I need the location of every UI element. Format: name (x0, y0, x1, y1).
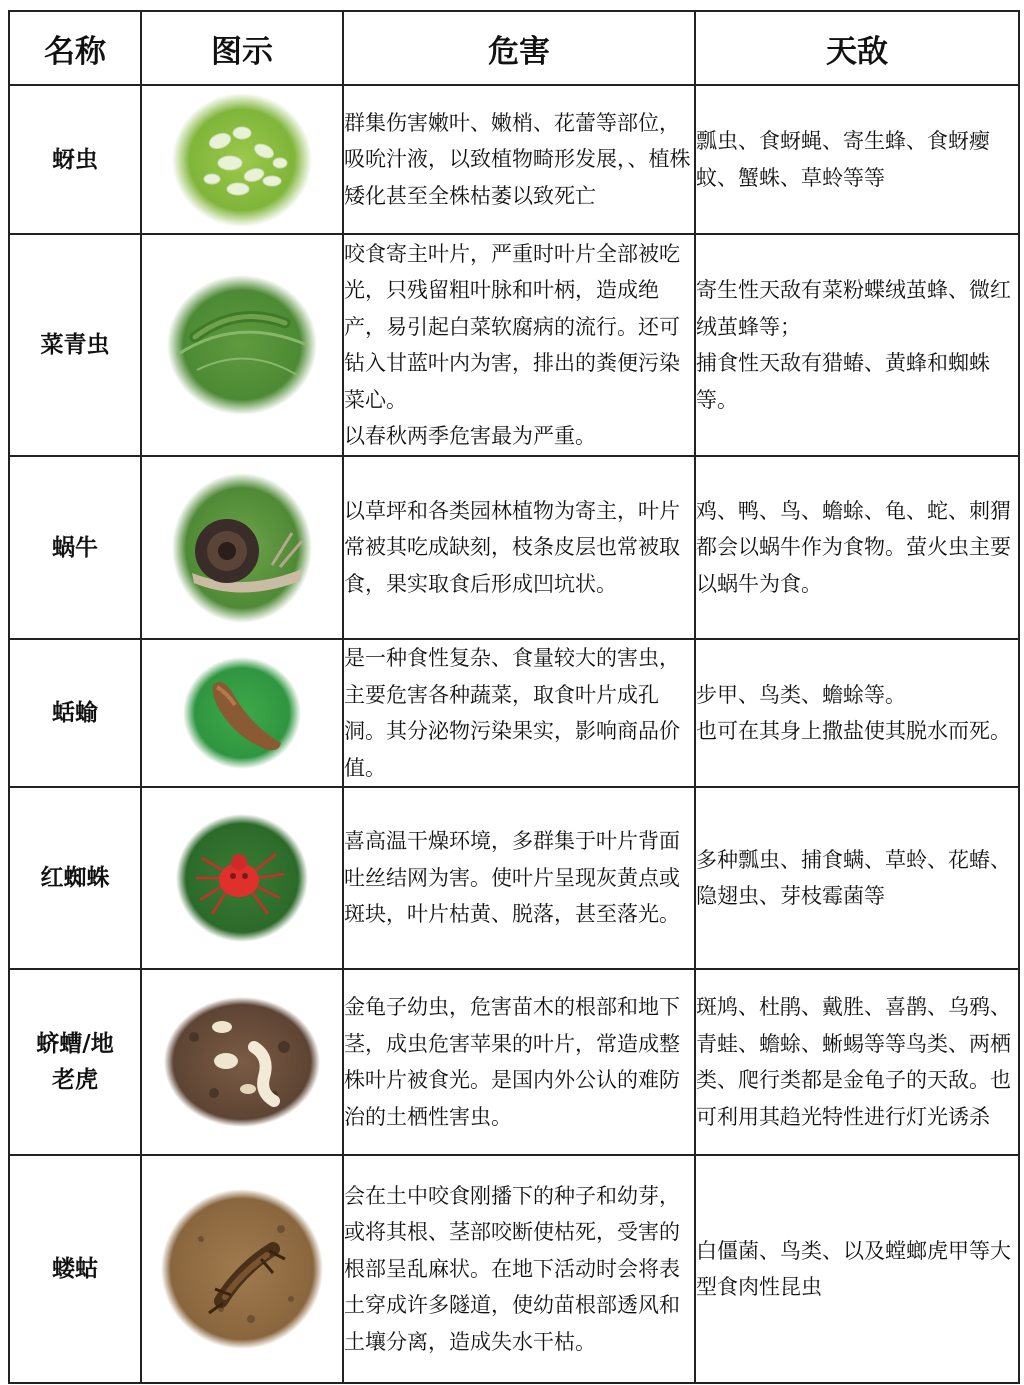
pest-name: 蝼蛄 (9, 1155, 141, 1383)
header-name: 名称 (9, 11, 141, 85)
harm-text: 是一种食性复杂、食量较大的害虫，主要危害各种蔬菜，取食叶片成孔洞。其分泌物污染果实，影响商品价值。 (344, 646, 680, 780)
pest-table (8, 10, 1020, 1384)
pest-name: 蜗牛 (9, 456, 141, 639)
harm-text: 咬食寄主叶片，严重时叶片全部被吃光，只残留粗叶脉和叶柄，造成绝产，易引起白菜软腐病的流行。还可钻入甘蓝叶内为害，排出的粪便污染菜心。 (344, 241, 680, 412)
header-enemy: 天敌 (695, 11, 1019, 85)
header-harm: 危害 (343, 11, 695, 85)
table-row (9, 234, 1019, 456)
header-image: 图示 (141, 11, 343, 85)
enemy-text: 捕食性天敌有猎蝽、黄蜂和蜘蛛等。 (696, 351, 990, 412)
enemy-text: 斑鸠、杜鹃、戴胜、喜鹊、乌鸦、青蛙、蟾蜍、蜥蜴等等鸟类、两栖类、爬行类都是金龟子的天敌。也可利用其趋光特性进行灯光诱杀 (696, 995, 1011, 1129)
cabbage-worm-icon (167, 275, 317, 415)
table-row (9, 1155, 1019, 1383)
enemy-text: 瓢虫、食蚜蝇、寄生蜂、食蚜瘿蚊、蟹蛛、草蛉等等 (696, 129, 990, 190)
table-row (9, 639, 1019, 787)
red-spider-mite-icon (176, 814, 308, 942)
harm-text: 喜高温干燥环境，多群集于叶片背面吐丝结网为害。使叶片呈现灰黄点或斑块，叶片枯黄、脱落，甚至落光。 (344, 829, 680, 927)
enemy-text: 鸡、鸭、鸟、蟾蜍、龟、蛇、刺猬都会以蜗牛作为食物。萤火虫主要以蜗牛为食。 (696, 498, 1011, 596)
snail-icon (172, 473, 312, 623)
harm-text: 以草坪和各类园林植物为寄主，叶片常被其吃成缺刻，枝条皮层也常被取食，果实取食后形成凹坑状。 (344, 498, 680, 596)
table-row (9, 456, 1019, 639)
pest-name: 蛞蝓 (9, 639, 141, 787)
slug-icon (183, 657, 301, 769)
enemy-text: 也可在其身上撒盐使其脱水而死。 (696, 719, 1011, 743)
harm-text: 金龟子幼虫，危害苗木的根部和地下茎，成虫危害苹果的叶片，常造成整株叶片被食光。是国内外公认的难防治的土栖性害虫。 (344, 995, 680, 1129)
enemy-text: 白僵菌、鸟类、以及螳螂虎甲等大型食肉性昆虫 (696, 1238, 1011, 1299)
grub-icon (164, 997, 320, 1127)
pest-name: 红蜘蛛 (9, 787, 141, 969)
table-row (9, 787, 1019, 969)
header-row (9, 11, 1019, 85)
mole-cricket-icon (161, 1189, 323, 1349)
enemy-text: 寄生性天敌有菜粉蝶绒茧蜂、微红绒茧蜂等； (696, 278, 1011, 339)
enemy-text: 多种瓢虫、捕食螨、草蛉、花蝽、隐翅虫、芽枝霉菌等 (696, 847, 1011, 908)
harm-text: 以春秋两季危害最为严重。 (344, 424, 596, 448)
table-row (9, 969, 1019, 1155)
pest-name: 蛴螬/地 老虎 (9, 969, 141, 1155)
enemy-text: 步甲、鸟类、蟾蜍等。 (696, 682, 906, 707)
pest-name: 蚜虫 (9, 85, 141, 234)
table-row (9, 85, 1019, 234)
harm-text: 群集伤害嫩叶、嫩梢、花蕾等部位，吸吮汁液，以致植物畸形发展，、植株矮化甚至全株枯萎以致死亡 (344, 110, 691, 208)
pest-name: 菜青虫 (9, 234, 141, 456)
harm-text: 会在土中咬食刚播下的种子和幼芽，或将其根、茎部咬断使枯死，受害的根部呈乱麻状。在地下活动时会将表土穿成许多隧道，使幼苗根部透风和土壤分离，造成失水干枯。 (344, 1183, 680, 1354)
aphid-icon (172, 93, 312, 227)
